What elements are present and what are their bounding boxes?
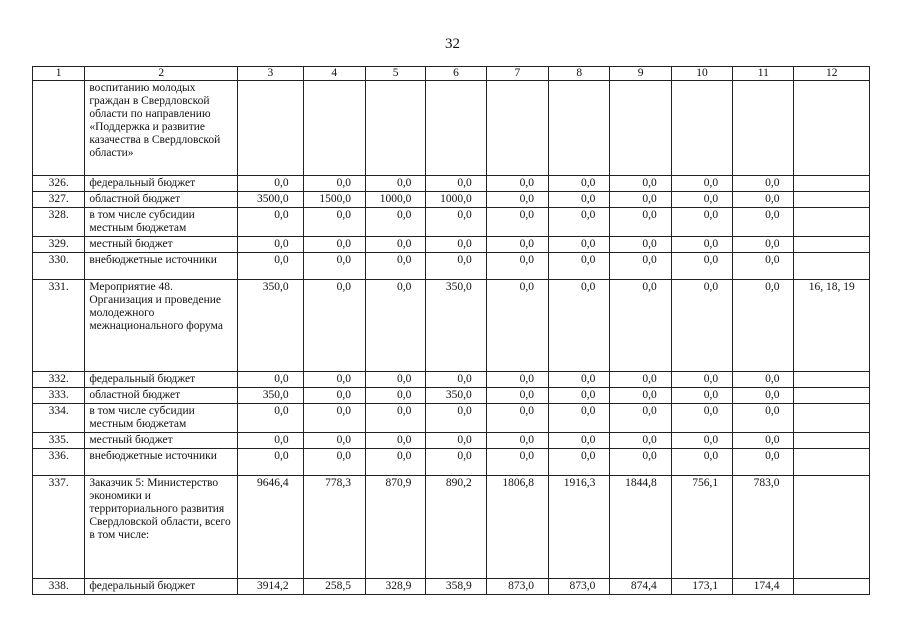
- row-value: 0,0: [426, 253, 486, 280]
- row-number: 335.: [33, 433, 85, 449]
- row-value: 1844,8: [610, 476, 671, 579]
- row-value: 0,0: [238, 237, 303, 253]
- header-row: [33, 67, 870, 81]
- row-value: 0,0: [238, 176, 303, 192]
- row-value: 0,0: [671, 280, 732, 372]
- row-value: 0,0: [486, 280, 548, 372]
- row-value: 0,0: [486, 237, 548, 253]
- row-value: 0,0: [733, 208, 794, 237]
- row-value: 0,0: [303, 176, 365, 192]
- row-value: 0,0: [303, 449, 365, 476]
- row-number: 330.: [33, 253, 85, 280]
- row-value: 0,0: [671, 176, 732, 192]
- row-note: 16, 18, 19: [794, 280, 870, 372]
- row-value: 0,0: [671, 192, 732, 208]
- row-value: 0,0: [610, 449, 671, 476]
- row-value: 0,0: [549, 404, 610, 433]
- row-value: 0,0: [486, 388, 548, 404]
- row-value: 0,0: [486, 192, 548, 208]
- row-value: [303, 81, 365, 176]
- row-description: областной бюджет: [85, 192, 238, 208]
- row-note: [794, 388, 870, 404]
- row-value: 0,0: [365, 388, 425, 404]
- row-description: Мероприятие 48. Организация и проведение молодежного межнационального форума: [85, 280, 238, 372]
- row-value: 0,0: [549, 237, 610, 253]
- row-value: 0,0: [549, 280, 610, 372]
- row-value: 0,0: [733, 404, 794, 433]
- table-row: [33, 433, 870, 449]
- row-number: 336.: [33, 449, 85, 476]
- row-number: 331.: [33, 280, 85, 372]
- row-value: 0,0: [549, 253, 610, 280]
- row-value: 0,0: [733, 449, 794, 476]
- row-value: 0,0: [303, 280, 365, 372]
- row-number: 333.: [33, 388, 85, 404]
- row-value: [610, 81, 671, 176]
- row-value: 0,0: [426, 208, 486, 237]
- row-note: [794, 476, 870, 579]
- column-header: 3: [238, 67, 303, 81]
- row-description: федеральный бюджет: [85, 176, 238, 192]
- row-value: 0,0: [733, 176, 794, 192]
- row-value: 1000,0: [365, 192, 425, 208]
- table-row: [33, 192, 870, 208]
- row-value: 0,0: [671, 208, 732, 237]
- row-number: 326.: [33, 176, 85, 192]
- row-value: 874,4: [610, 579, 671, 595]
- row-value: 0,0: [365, 433, 425, 449]
- row-value: 873,0: [549, 579, 610, 595]
- row-value: 0,0: [549, 372, 610, 388]
- table-row: [33, 237, 870, 253]
- row-value: 0,0: [365, 237, 425, 253]
- row-value: 173,1: [671, 579, 732, 595]
- column-header: 5: [365, 67, 425, 81]
- row-value: 778,3: [303, 476, 365, 579]
- row-value: 0,0: [610, 388, 671, 404]
- row-value: 0,0: [733, 237, 794, 253]
- row-note: [794, 404, 870, 433]
- row-value: 0,0: [549, 208, 610, 237]
- row-description: в том числе субсидии местным бюджетам: [85, 208, 238, 237]
- table-row: [33, 253, 870, 280]
- row-number: [33, 81, 85, 176]
- column-header: 11: [733, 67, 794, 81]
- row-value: 350,0: [426, 280, 486, 372]
- row-value: 0,0: [486, 253, 548, 280]
- row-value: 0,0: [549, 433, 610, 449]
- row-note: [794, 372, 870, 388]
- row-description: местный бюджет: [85, 433, 238, 449]
- table-body: [33, 81, 870, 595]
- row-value: [238, 81, 303, 176]
- table-row: [33, 280, 870, 372]
- row-value: 0,0: [610, 237, 671, 253]
- row-value: 174,4: [733, 579, 794, 595]
- row-value: 0,0: [303, 208, 365, 237]
- row-value: 0,0: [486, 176, 548, 192]
- row-value: 0,0: [238, 404, 303, 433]
- row-description: федеральный бюджет: [85, 372, 238, 388]
- row-value: 0,0: [610, 404, 671, 433]
- row-value: [486, 81, 548, 176]
- table-row: [33, 476, 870, 579]
- row-value: 0,0: [303, 237, 365, 253]
- row-description: Заказчик 5: Министерство экономики и территориального развития Свердловской области, всего в том числе:: [85, 476, 238, 579]
- row-value: 0,0: [610, 372, 671, 388]
- row-number: 334.: [33, 404, 85, 433]
- row-value: 328,9: [365, 579, 425, 595]
- column-header: 1: [33, 67, 85, 81]
- row-value: 0,0: [733, 388, 794, 404]
- row-value: 0,0: [671, 372, 732, 388]
- row-value: 350,0: [426, 388, 486, 404]
- row-value: 0,0: [238, 433, 303, 449]
- row-value: 0,0: [733, 433, 794, 449]
- row-value: 0,0: [549, 192, 610, 208]
- row-value: 0,0: [303, 388, 365, 404]
- row-value: 0,0: [238, 372, 303, 388]
- row-value: 0,0: [486, 433, 548, 449]
- row-value: 0,0: [486, 208, 548, 237]
- row-description: областной бюджет: [85, 388, 238, 404]
- row-value: 0,0: [549, 449, 610, 476]
- row-value: 3500,0: [238, 192, 303, 208]
- row-value: [426, 81, 486, 176]
- row-value: 0,0: [426, 176, 486, 192]
- row-value: 0,0: [733, 372, 794, 388]
- row-value: 0,0: [733, 280, 794, 372]
- row-note: [794, 208, 870, 237]
- table-row: [33, 81, 870, 176]
- row-value: 0,0: [303, 372, 365, 388]
- row-value: 0,0: [365, 253, 425, 280]
- row-value: 0,0: [365, 208, 425, 237]
- table-row: [33, 404, 870, 433]
- column-header: 7: [486, 67, 548, 81]
- row-value: 0,0: [486, 449, 548, 476]
- row-value: 0,0: [426, 449, 486, 476]
- row-description: внебюджетные источники: [85, 449, 238, 476]
- row-value: 0,0: [426, 237, 486, 253]
- row-value: 870,9: [365, 476, 425, 579]
- row-value: 0,0: [238, 208, 303, 237]
- column-header: 4: [303, 67, 365, 81]
- row-value: 0,0: [733, 192, 794, 208]
- table-row: [33, 176, 870, 192]
- row-value: 0,0: [610, 280, 671, 372]
- row-value: 0,0: [426, 404, 486, 433]
- row-note: [794, 253, 870, 280]
- row-description: в том числе субсидии местным бюджетам: [85, 404, 238, 433]
- row-value: 0,0: [365, 176, 425, 192]
- table-header: [33, 67, 870, 81]
- row-value: 0,0: [303, 253, 365, 280]
- row-number: 332.: [33, 372, 85, 388]
- row-note: [794, 579, 870, 595]
- table-row: [33, 388, 870, 404]
- row-number: 337.: [33, 476, 85, 579]
- row-note: [794, 176, 870, 192]
- row-value: 0,0: [671, 404, 732, 433]
- row-value: 0,0: [303, 433, 365, 449]
- row-value: 0,0: [238, 253, 303, 280]
- row-value: 0,0: [610, 433, 671, 449]
- table-row: [33, 579, 870, 595]
- row-value: [671, 81, 732, 176]
- row-value: 0,0: [365, 280, 425, 372]
- row-value: 0,0: [671, 388, 732, 404]
- row-value: 1500,0: [303, 192, 365, 208]
- row-number: 327.: [33, 192, 85, 208]
- row-value: 0,0: [303, 404, 365, 433]
- row-value: 1806,8: [486, 476, 548, 579]
- row-value: 0,0: [610, 192, 671, 208]
- row-value: 783,0: [733, 476, 794, 579]
- row-value: 0,0: [671, 433, 732, 449]
- row-value: 873,0: [486, 579, 548, 595]
- row-value: [549, 81, 610, 176]
- row-value: 0,0: [610, 253, 671, 280]
- row-description: внебюджетные источники: [85, 253, 238, 280]
- column-header: 8: [549, 67, 610, 81]
- row-value: [365, 81, 425, 176]
- row-note: [794, 237, 870, 253]
- row-value: 0,0: [733, 253, 794, 280]
- row-value: 0,0: [238, 449, 303, 476]
- column-header: 10: [671, 67, 732, 81]
- row-value: 0,0: [671, 449, 732, 476]
- row-value: 0,0: [365, 404, 425, 433]
- row-value: 258,5: [303, 579, 365, 595]
- column-header: 9: [610, 67, 671, 81]
- row-value: 9646,4: [238, 476, 303, 579]
- row-value: 756,1: [671, 476, 732, 579]
- row-value: 350,0: [238, 280, 303, 372]
- row-value: 0,0: [426, 372, 486, 388]
- row-value: 0,0: [610, 176, 671, 192]
- column-header: 12: [794, 67, 870, 81]
- budget-table: [32, 66, 870, 595]
- row-value: 0,0: [365, 372, 425, 388]
- row-note: [794, 433, 870, 449]
- row-value: 0,0: [671, 237, 732, 253]
- table-row: [33, 208, 870, 237]
- row-number: 338.: [33, 579, 85, 595]
- row-description: воспитанию молодых граждан в Свердловской области по направлению «Поддержка и развитие казачества в Свердловской области»: [85, 81, 238, 176]
- column-header: 6: [426, 67, 486, 81]
- row-value: 0,0: [365, 449, 425, 476]
- row-value: [733, 81, 794, 176]
- row-note: [794, 192, 870, 208]
- row-value: 890,2: [426, 476, 486, 579]
- row-value: [794, 81, 870, 176]
- column-header: 2: [85, 67, 238, 81]
- row-value: 0,0: [486, 404, 548, 433]
- row-number: 329.: [33, 237, 85, 253]
- row-value: 0,0: [549, 388, 610, 404]
- page-number: 32: [445, 36, 460, 52]
- row-value: 3914,2: [238, 579, 303, 595]
- row-description: федеральный бюджет: [85, 579, 238, 595]
- row-value: 0,0: [426, 433, 486, 449]
- row-number: 328.: [33, 208, 85, 237]
- row-value: 1916,3: [549, 476, 610, 579]
- row-note: [794, 449, 870, 476]
- row-value: 0,0: [671, 253, 732, 280]
- table-row: [33, 372, 870, 388]
- row-value: 358,9: [426, 579, 486, 595]
- row-value: 350,0: [238, 388, 303, 404]
- row-description: местный бюджет: [85, 237, 238, 253]
- row-value: 1000,0: [426, 192, 486, 208]
- row-value: 0,0: [549, 176, 610, 192]
- table-row: [33, 449, 870, 476]
- row-value: 0,0: [486, 372, 548, 388]
- row-value: 0,0: [610, 208, 671, 237]
